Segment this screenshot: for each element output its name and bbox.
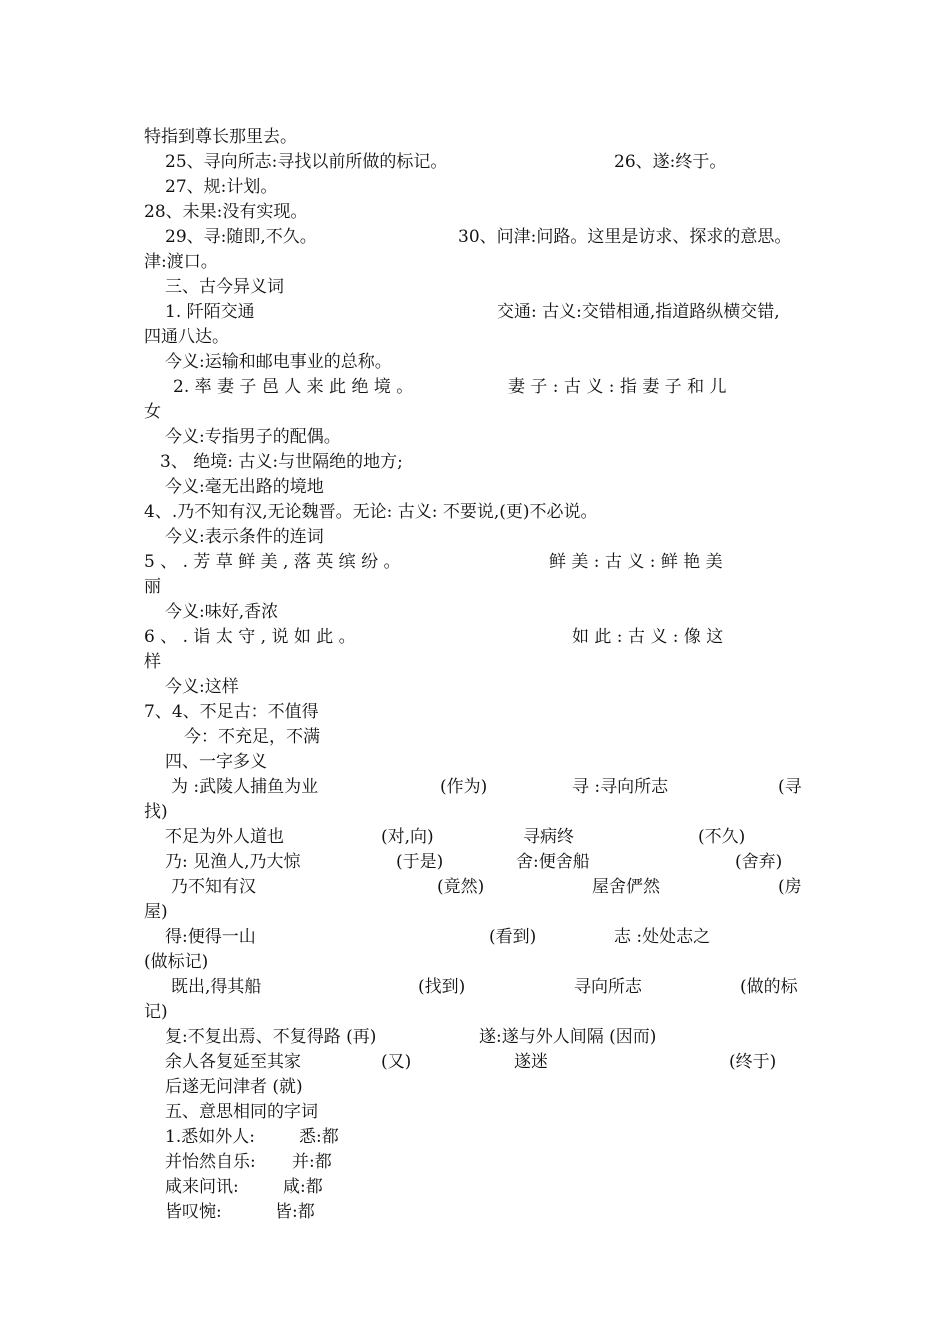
text-line: 寻病终: [523, 827, 574, 847]
text-line: 遂迷: [514, 1052, 548, 1072]
text-line: 乃: 见渔人,乃大惊: [165, 852, 301, 872]
text-line: 今义:表示条件的连词: [165, 527, 324, 547]
text-line: 咸:都: [283, 1177, 323, 1197]
text-line: 妻 子 : 古 义 : 指 妻 子 和 儿: [508, 377, 727, 397]
text-line: 30、问津:问路。这里是访求、探求的意思。: [458, 227, 792, 247]
text-line: 屋): [144, 902, 168, 922]
text-line: (对,向): [381, 827, 434, 847]
section-heading: 五、意思相同的字词: [165, 1102, 318, 1122]
text-line: 5 、 . 芳 草 鲜 美 , 落 英 缤 纷 。: [144, 552, 401, 572]
text-line: 2. 率 妻 子 邑 人 来 此 绝 境 。: [173, 377, 414, 397]
text-line: 皆叹惋:: [165, 1202, 222, 1222]
text-line: 今：不充足，不满: [184, 727, 320, 747]
text-line: 寻 :寻向所志: [572, 777, 669, 797]
text-line: 津:渡口。: [144, 252, 218, 272]
text-line: 女: [144, 402, 161, 422]
text-line: 28、未果:没有实现。: [144, 202, 308, 222]
text-line: (舍弃): [735, 852, 783, 872]
text-line: 27、规:计划。: [165, 177, 278, 197]
text-line: 今义:味好,香浓: [165, 602, 279, 622]
text-line: (看到): [489, 927, 537, 947]
text-line: 26、遂:终于。: [614, 152, 727, 172]
text-line: 29、寻:随即,不久。: [165, 227, 317, 247]
text-line: (找到): [418, 977, 466, 997]
text-line: (又): [381, 1052, 412, 1072]
text-line: 为 :武陵人捕鱼为业: [171, 777, 319, 797]
text-line: 7、4、不足古：不值得: [144, 702, 319, 722]
text-line: (寻: [778, 777, 802, 797]
text-line: 咸来问讯:: [165, 1177, 239, 1197]
text-line: 皆:都: [275, 1202, 315, 1222]
text-line: 样: [144, 652, 161, 672]
text-line: 寻向所志: [574, 977, 642, 997]
text-line: 并:都: [292, 1152, 332, 1172]
text-line: 交通: 古义:交错相通,指道路纵横交错,: [497, 302, 780, 322]
text-line: (竟然): [437, 877, 485, 897]
text-line: (做的标: [740, 977, 798, 997]
text-line: 悉:都: [299, 1127, 339, 1147]
text-line: (做标记): [144, 952, 209, 972]
text-line: 特指到尊长那里去。: [144, 127, 297, 147]
text-line: (于是): [396, 852, 444, 872]
text-line: 3、 绝境: 古义:与世隔绝的地方;: [160, 452, 403, 472]
text-line: 舍:便舍船: [516, 852, 590, 872]
section-heading: 三、古今异义词: [165, 277, 284, 297]
text-line: (作为): [440, 777, 488, 797]
text-line: (房: [778, 877, 802, 897]
text-line: 鲜 美 : 古 义 : 鲜 艳 美: [549, 552, 723, 572]
text-line: 如 此 : 古 义 : 像 这: [572, 627, 724, 647]
text-line: 1.悉如外人:: [165, 1127, 255, 1147]
text-line: 找): [144, 802, 168, 822]
text-line: 乃不知有汉: [171, 877, 256, 897]
text-line: 志 :处处志之: [614, 927, 711, 947]
text-line: 今义:毫无出路的境地: [165, 477, 324, 497]
text-line: 1. 阡陌交通: [165, 302, 255, 322]
text-line: 复:不复出焉、不复得路 (再): [165, 1027, 377, 1047]
text-line: 25、寻向所志:寻找以前所做的标记。: [165, 152, 448, 172]
text-line: (终于): [729, 1052, 777, 1072]
text-line: 并怡然自乐:: [165, 1152, 256, 1172]
text-line: 遂:遂与外人间隔 (因而): [479, 1027, 657, 1047]
text-line: 得:便得一山: [165, 927, 256, 947]
text-line: 余人各复延至其家: [165, 1052, 301, 1072]
text-line: 屋舍俨然: [592, 877, 660, 897]
text-line: 今义:这样: [165, 677, 239, 697]
text-line: (不久): [698, 827, 746, 847]
section-heading: 四、一字多义: [165, 752, 267, 772]
text-line: 记): [144, 1002, 168, 1022]
text-line: 四通八达。: [144, 327, 229, 347]
text-line: 既出,得其船: [171, 977, 262, 997]
text-line: 6 、 . 诣 太 守 , 说 如 此 。: [144, 627, 356, 647]
text-line: 不足为外人道也: [165, 827, 284, 847]
text-line: 丽: [144, 577, 161, 597]
text-line: 4、.乃不知有汉,无论魏晋。无论: 古义: 不要说,(更)不必说。: [144, 502, 598, 522]
text-line: 后遂无问津者 (就): [165, 1077, 303, 1097]
text-line: 今义:运输和邮电事业的总称。: [165, 352, 392, 372]
text-line: 今义:专指男子的配偶。: [165, 427, 341, 447]
